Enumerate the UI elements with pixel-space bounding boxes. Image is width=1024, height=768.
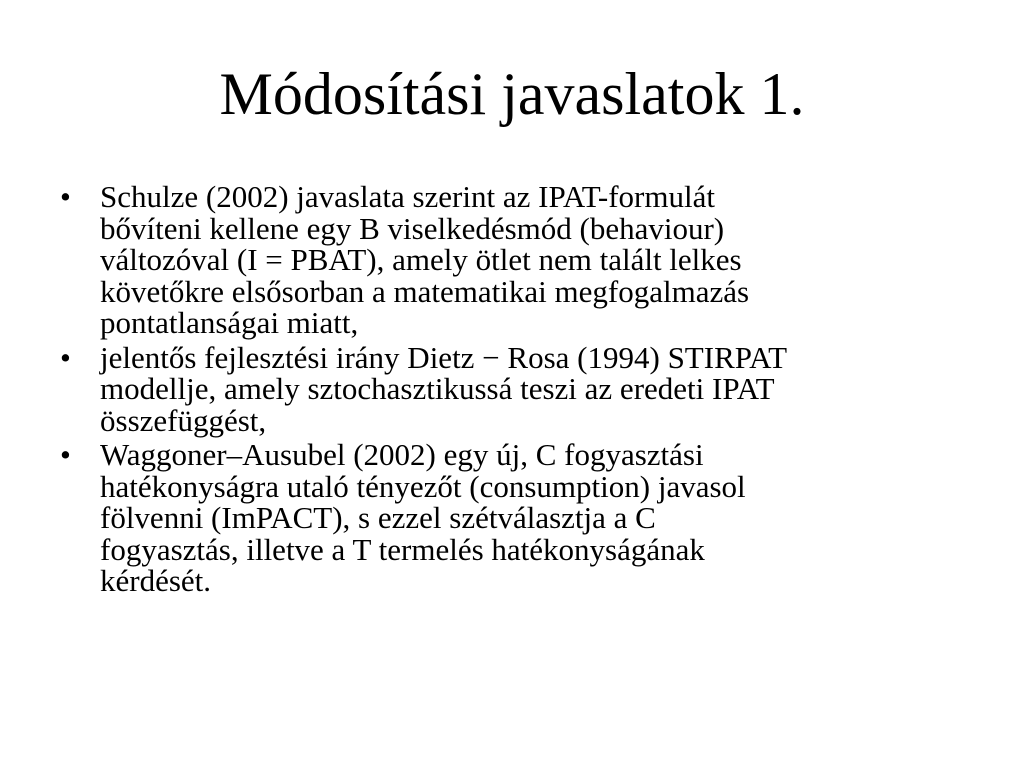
bullet-icon: •	[60, 339, 71, 375]
bullet-3-line-5: kérdését.	[100, 563, 212, 598]
bullet-item-1	[58, 181, 978, 339]
bullet-3-line-1: Waggoner–Ausubel (2002) egy új, C fogyasztási	[100, 437, 704, 472]
slide-title: Módosítási javaslatok 1.	[219, 61, 805, 127]
bullet-2-line-2: modellje, amely sztochasztikussá teszi az eredeti IPAT	[100, 371, 775, 406]
bullet-3-line-4: fogyasztás, illetve a T termelés hatékonyságának	[100, 531, 705, 567]
bullet-1-line-2: bővíteni kellene egy B viselkedésmód (behaviour)	[100, 210, 725, 246]
bullet-3-line-3: fölvenni (ImPACT), s ezzel szétválasztja a C	[100, 500, 656, 535]
bullet-item-2	[58, 339, 978, 438]
bullet-1-line-5: pontatlanságai miatt,	[100, 305, 359, 340]
bullet-item-3	[58, 439, 978, 597]
bullet-icon: •	[60, 179, 71, 214]
bullet-icon: •	[60, 437, 71, 472]
bullet-1-line-1: Schulze (2002) javaslata szerint az IPAT-formulát	[100, 179, 715, 214]
bullet-1-line-4: követőkre elsősorban a matematikai megfogalmazás	[100, 273, 750, 309]
bullet-2-line-1: jelentős fejlesztési irány Dietz − Rosa (1994) STIRPAT	[100, 339, 788, 375]
bullet-1-line-3: változóval (I = PBAT), amely ötlet nem talált lelkes	[100, 242, 742, 277]
bullet-list	[58, 181, 978, 600]
bullet-3-line-2: hatékonyságra utaló tényezőt (consumption) javasol	[100, 468, 746, 504]
bullet-2-line-3: összefüggést,	[100, 402, 267, 438]
